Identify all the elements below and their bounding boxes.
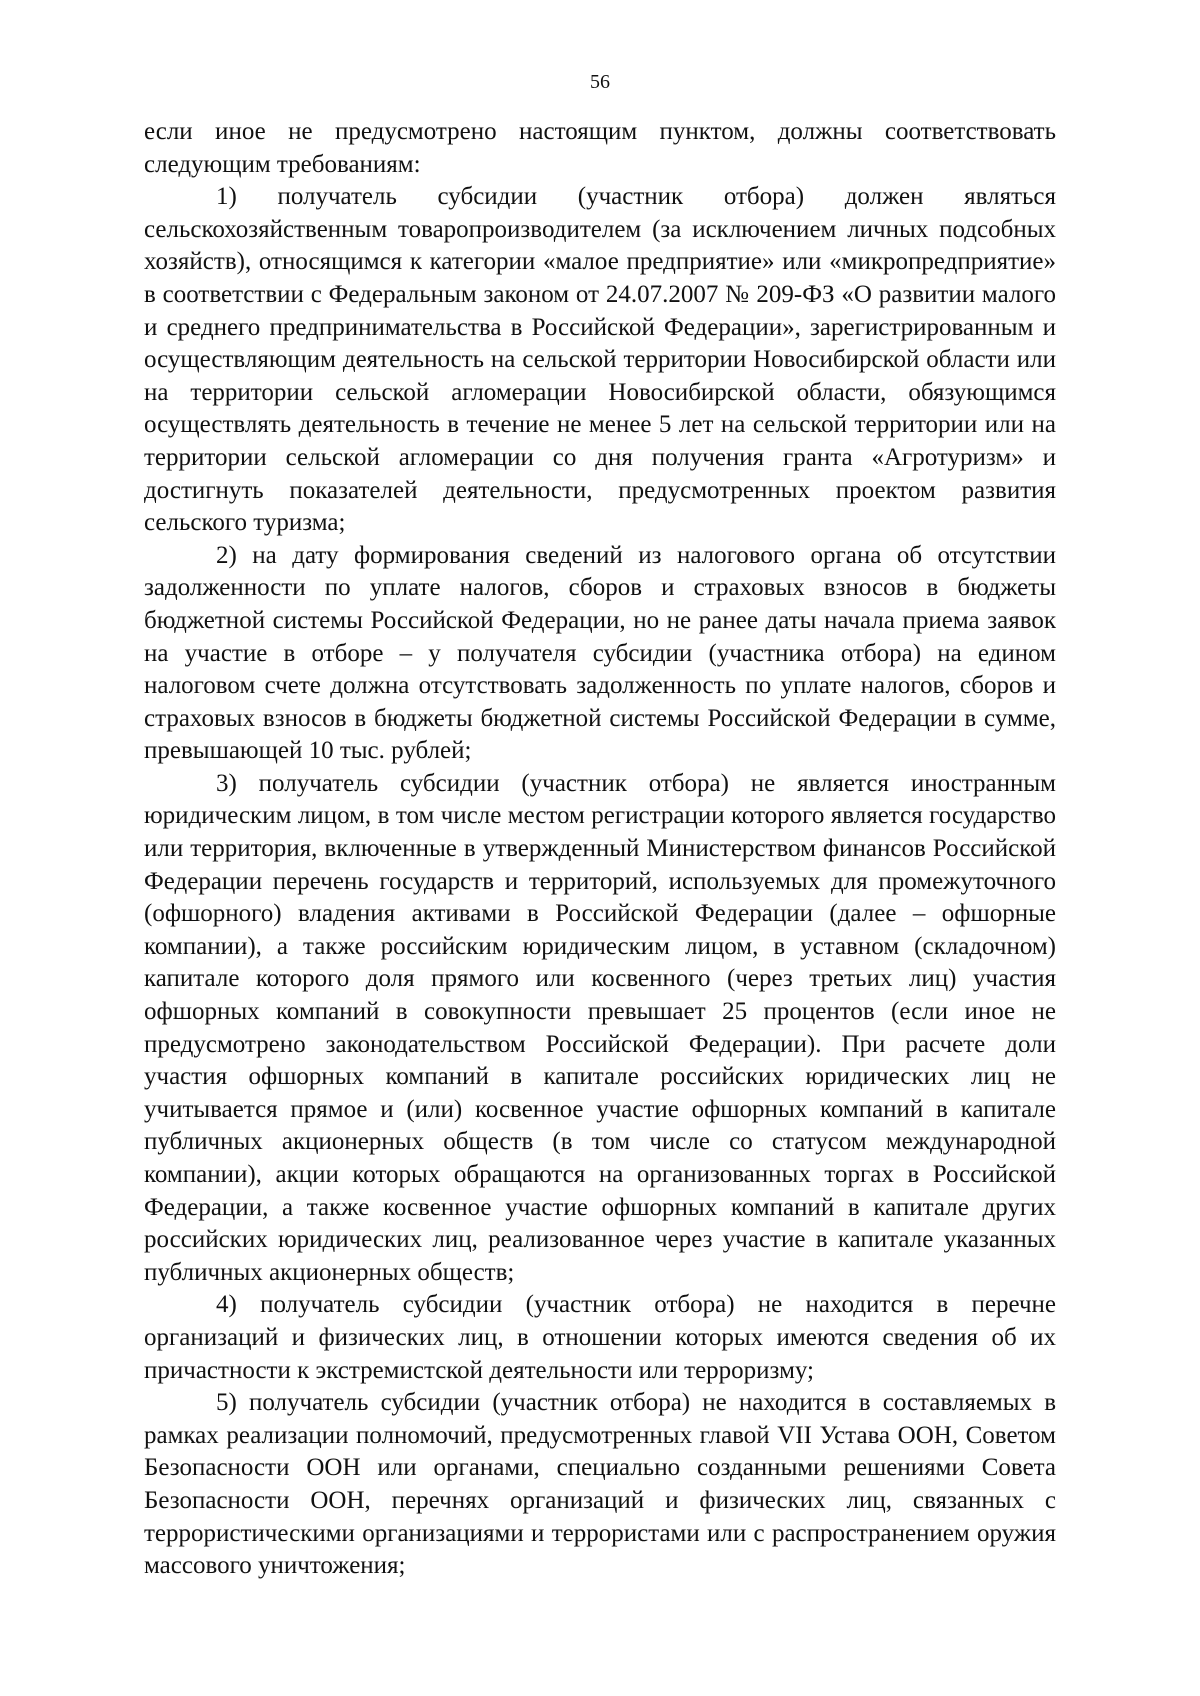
paragraph-item-4: 4) получатель субсидии (участник отбора) не находится в перечне организаций и физических лиц, в отношении которых имеются сведения об их причастности к экстремистской деятельности или терроризму;: [144, 1291, 1056, 1384]
document-body: [144, 116, 1056, 1583]
paragraph-item-3: 3) получатель субсидии (участник отбора) не является иностранным юридическим лицом, в том числе местом регистрации которого является государство или территория, включенные в утвержденный Министерством финансов Российской Федерации перечень государств и территорий, используемых для промежуточного (офшорного) владения активами в Российской Федерации (далее – офшорные компании), а также российским юридическим лицом, в уставном (складочном) капитале которого доля прямого или косвенного (через третьих лиц) участия офшорных компаний в совокупности превышает 25 процентов (если иное не предусмотрено законодательством Российской Федерации). При расчете доли участия офшорных компаний в капитале российских юридических лиц не учитывается прямое и (или) косвенное участие офшорных компаний в капитале публичных акционерных обществ (в том числе со статусом международной компании), акции которых обращаются на организованных торгах в Российской Федерации, а также косвенное участие офшорных компаний в капитале других российских юридических лиц, реализованное через участие в капитале указанных публичных акционерных обществ;: [144, 769, 1056, 1286]
paragraph-item-5: 5) получатель субсидии (участник отбора) не находится в составляемых в рамках реализации полномочий, предусмотренных главой VII Устава ООН, Советом Безопасности ООН или органами, специально созданными решениями Совета Безопасности ООН, перечнях организаций и физических лиц, связанных с террористическими организациями и террористами или с распространением оружия массового уничтожения;: [144, 1389, 1056, 1580]
page-number: 56: [590, 71, 610, 93]
paragraph-intro: если иное не предусмотрено настоящим пунктом, должны соответствовать следующим требованиям:: [144, 118, 1056, 178]
paragraph-item-1: 1) получатель субсидии (участник отбора) должен являться сельскохозяйственным товаропроизводителем (за исключением личных подсобных хозяйств), относящимся к категории «малое предприятие» или «микропредприятие» в соответствии с Федеральным законом от 24.07.2007 № 209-ФЗ «О развитии малого и среднего предпринимательства в Российской Федерации», зарегистрированным и осуществляющим деятельность на сельской территории Новосибирской области или на территории сельской агломерации Новосибирской области, обязующимся осуществлять деятельность в течение не менее 5 лет на сельской территории или на территории сельской агломерации со дня получения гранта «Агротуризм» и достигнуть показателей деятельности, предусмотренных проектом развития сельского туризма;: [144, 183, 1056, 537]
paragraph-item-2: 2) на дату формирования сведений из налогового органа об отсутствии задолженности по уплате налогов, сборов и страховых взносов в бюджеты бюджетной системы Российской Федерации, но не ранее даты начала приема заявок на участие в отборе – у получателя субсидии (участника отбора) на едином налоговом счете должна отсутствовать задолженность по уплате налогов, сборов и страховых взносов в бюджеты бюджетной системы Российской Федерации в сумме, превышающей 10 тыс. рублей;: [144, 541, 1056, 765]
